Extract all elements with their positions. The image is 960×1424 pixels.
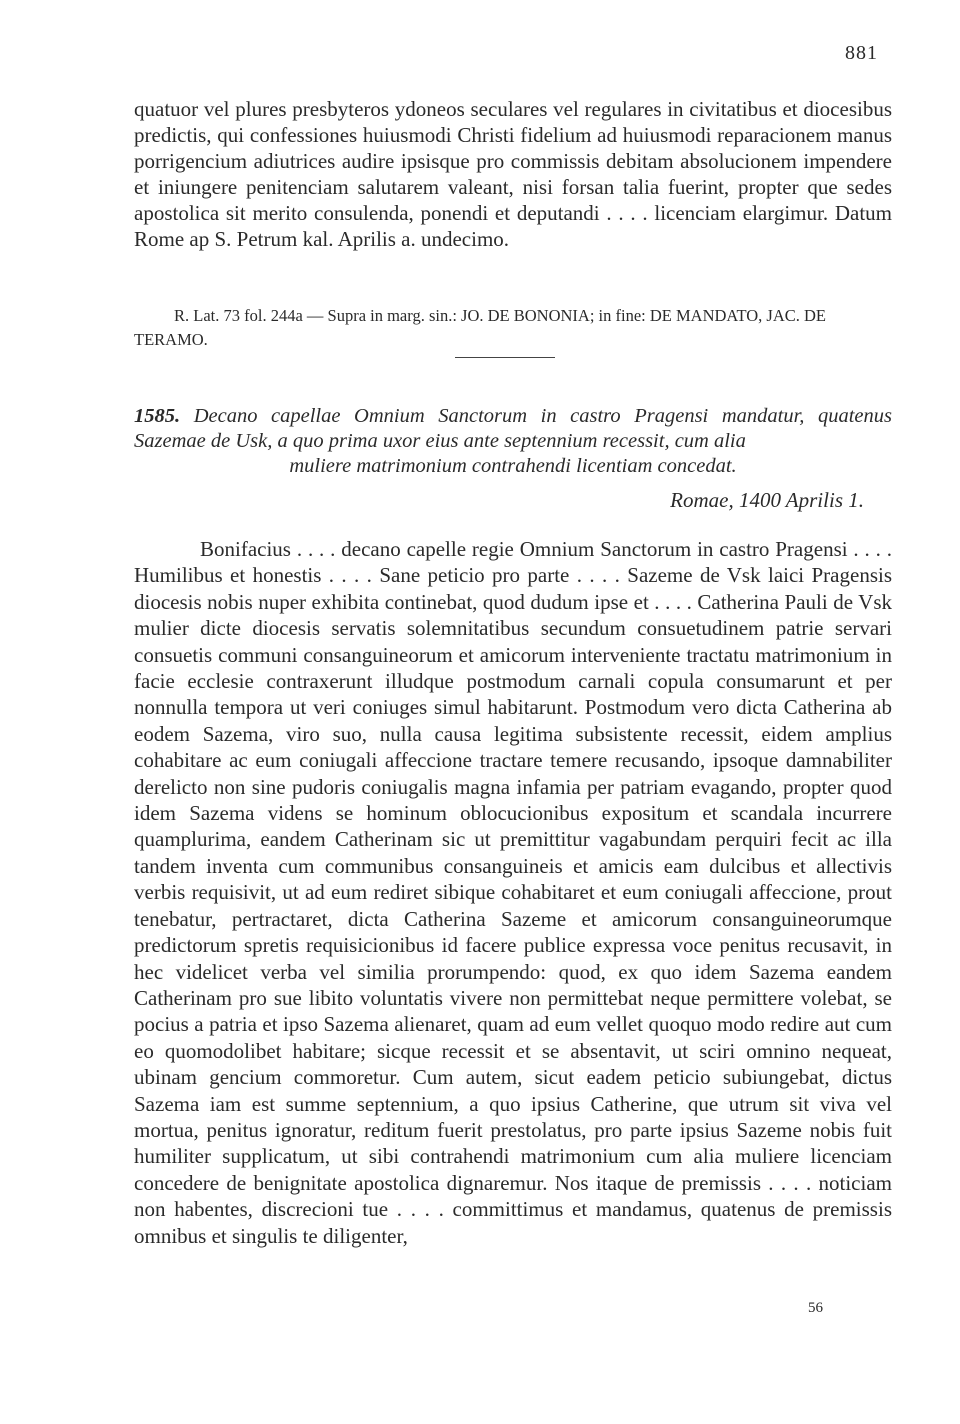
page-number: 881 xyxy=(845,42,878,64)
signature-mark: 56 xyxy=(808,1300,823,1316)
separator-rule xyxy=(455,357,555,358)
source-note: R. Lat. 73 fol. 244a — Supra in marg. sin.: JO. DE BONONIA; in fine: DE MANDATO, JAC. DE TERAMO. xyxy=(134,306,827,349)
body-text: Bonifacius . . . . decano capelle regie Omnium Sanctorum in castro Pragensi . . . . Humilibus et honestis . . . . Sane peticio pro parte . . . . Sazeme de Vsk laici Pragensis diocesis nobis nuper exhibita continebat, quod dudum ipse et . . . . Catherina Pauli de Vsk mulier dicte diocesis servatis solemnitatibus secundum consuetudinem patrie servari consuetis communi consanguineorum et amicorum interveniente tractatu matrimonium in facie ecclesie contraxerunt illudque postmodum carnali copula consumarunt et per nonnulla tempora ut veri coniuges simul habitarunt. Postmodum vero dicta Catherina ab eodem Sazema, viro suo, nulla causa legitima subsistente recessit, eidem amplius cohabitare ac eum coniugali affeccione tractare temere recusando, ipsoque damnabiliter derelicto non sine pudoris coniugalis magna infamia per patriam evagando, propter quod idem Sazema videns se hominum oblocucionibus expositum et scandala incurrere quamplurima, eandem Catherinam sic ut premittitur vagabundam perquiri fecit ac illa tandem inventa cum communibus consanguineis et amicis eam dulcibus et allectivis verbis requisivit, ut ad eum rediret sibique cohabitaret et eum coniugali affeccione, prout tenebatur, pertractaret, dicta Catherina Sazeme et amicorum consanguineorumque predictorum spretis requisicionibus id facere publice expressa voce penitus recusavit, in hec videlicet verba vel similia prorumpendo: quod, ex quo idem Sazema eandem Catherinam pro sue libito voluntatis vivere non permittebat neque permittere volebat, se pocius a patria et ipso Sazema alienaret, quam ad eum vellet quoquo modo redire aut cum eo quomodolibet habitare; sicque recessit et se absentavit, ut sciri omnino nequeat, ubinam gencium commoretur. Cum autem, sicut eadem peticio subiungebat, dictus Sazema iam est summe septennium, a quo ipsius Catherine, que utrum sit viva vel mortua, penitus ignoratur, reditum fuerit prestolatus, pro parte ipsius Sazeme nobis fuit humiliter supplicatum, ut sibi contrahendi matrimonium cum alia muliere licenciam concedere de benignitate apostolica dignaremur. Nos itaque de premissis . . . . noticiam non habentes, discrecioni tue . . . . committimus et mandamus, quatenus de premissis omnibus et singulis te diligenter, xyxy=(134,537,892,1248)
document-number: 1585. xyxy=(134,405,181,427)
document-summary-last-line: muliere matrimonium contrahendi licentiam concedat. xyxy=(289,455,737,477)
dateline: Romae, 1400 Aprilis 1. xyxy=(670,488,864,512)
document-heading xyxy=(134,404,892,479)
document-summary: Decano capellae Omnium Sanctorum in castro Pragensi mandatur, quatenus Sazemae de Usk, a quo prima uxor eius ante septennium recessit, cum alia xyxy=(134,405,892,452)
previous-document-text: quatuor vel plures presbyteros ydoneos seculares vel regulares in civitatibus et diocesibus predictis, qui confessiones huiusmodi Christi fidelium ad huiusmodi reparacionem manus porrigencium adiutrices audire ipsisque pro commissis debitam absolucionem impendere et iniungere penitenciam salutarem valeant, nisi forsan talia fuerint, propter que sedes apostolica sit merito consulenda, ponendi et deputandi . . . . licenciam elargimur. Datum Rome ap S. Petrum kal. Aprilis a. undecimo. xyxy=(134,97,892,251)
